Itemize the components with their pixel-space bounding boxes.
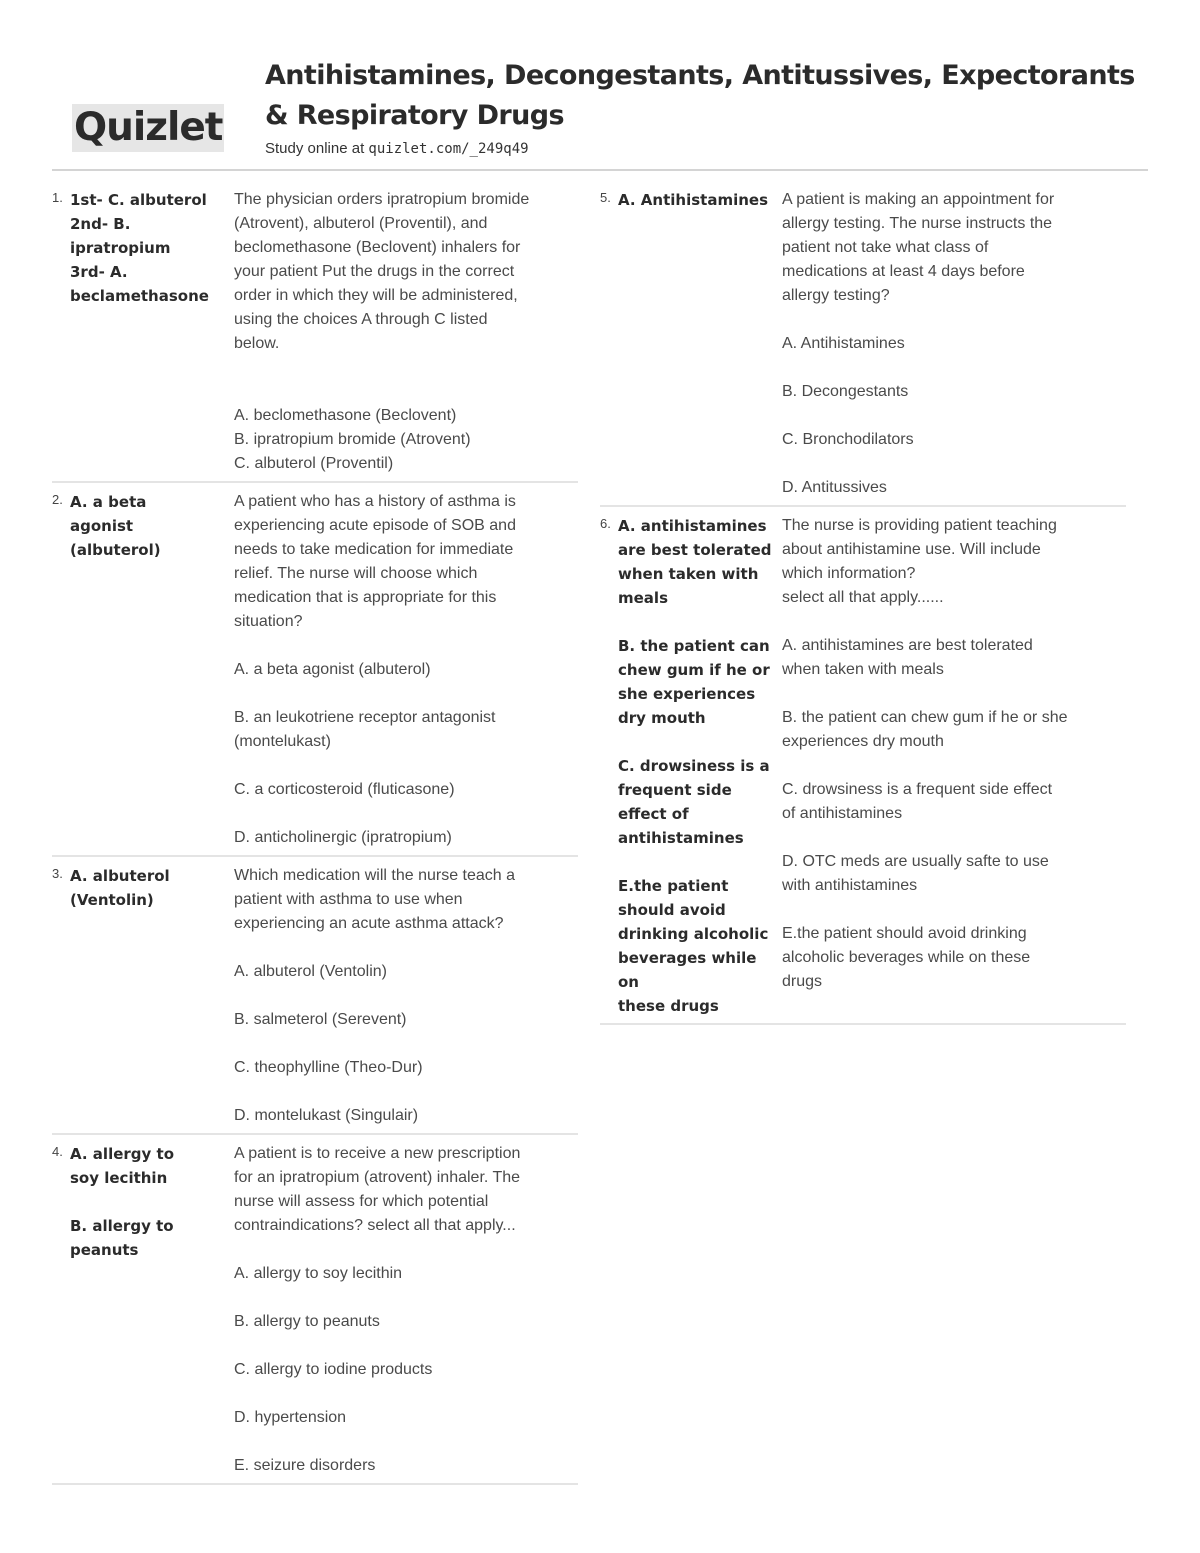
study-url-link[interactable]: quizlet.com/_249q49: [368, 141, 529, 157]
text-line: chew gum if he or: [618, 661, 770, 679]
text-line: B. salmeterol (Serevent): [234, 1011, 407, 1028]
text-line: (montelukast): [234, 733, 331, 750]
blank-line: [234, 1382, 578, 1406]
card-number: 2.: [52, 492, 63, 507]
text-line: (Atrovent), albuterol (Proventil), and: [234, 215, 488, 232]
text-line: experiences dry mouth: [782, 733, 944, 750]
blank-line: [782, 356, 1126, 380]
card-number: 4.: [52, 1144, 63, 1159]
text-line: D. hypertension: [234, 1409, 347, 1426]
text-line: order in which they will be administered,: [234, 287, 518, 304]
card-term: [70, 1142, 234, 1478]
text-line: medications at least 4 days before: [782, 263, 1025, 280]
flashcard-2: [52, 490, 578, 857]
text-line: A. a beta agonist (albuterol): [234, 661, 431, 678]
text-line: allergy testing. The nurse instructs the: [782, 215, 1053, 232]
card-number: 1.: [52, 190, 63, 205]
text-line: dry mouth: [618, 709, 706, 727]
text-line: E.the patient: [618, 877, 729, 895]
text-line: A patient who has a history of asthma is: [234, 493, 516, 510]
text-line: A. allergy to: [70, 1145, 174, 1163]
card-term: [618, 188, 782, 500]
text-line: B. Decongestants: [782, 383, 909, 400]
text-line: beclamethasone: [70, 287, 209, 305]
text-line: B. an leukotriene receptor antagonist: [234, 709, 496, 726]
text-line: experiencing an acute asthma attack?: [234, 915, 504, 932]
text-line: A. a beta: [70, 493, 147, 511]
text-line: should avoid: [618, 901, 726, 919]
text-line: meals: [618, 589, 668, 607]
text-line: your patient Put the drugs in the correct: [234, 263, 515, 280]
study-online-line: [265, 140, 529, 157]
text-line: 2nd- B.: [70, 215, 131, 233]
text-line: 1st- C. albuterol: [70, 191, 207, 209]
text-line: effect of: [618, 805, 689, 823]
text-line: for an ipratropium (atrovent) inhaler. The: [234, 1169, 521, 1186]
text-line: nurse will assess for which potential: [234, 1193, 489, 1210]
text-line: patient with asthma to use when: [234, 891, 463, 908]
text-line: agonist: [70, 517, 134, 535]
flashcard-6: [600, 514, 1126, 1025]
text-line: C. drowsiness is a frequent side effect: [782, 781, 1053, 798]
blank-line: [234, 1238, 578, 1262]
blank-line: [234, 1080, 578, 1104]
blank-line: [70, 1190, 228, 1214]
card-definition: [782, 188, 1126, 500]
blank-line: [782, 826, 1126, 850]
text-line: which information?: [782, 565, 916, 582]
blank-line: [782, 404, 1126, 428]
card-definition: [234, 864, 578, 1128]
text-line: soy lecithin: [70, 1169, 168, 1187]
text-line: with antihistamines: [782, 877, 918, 894]
blank-line: [782, 754, 1126, 778]
card-term: [618, 514, 782, 1018]
blank-line: [782, 452, 1126, 476]
text-line: C. a corticosteroid (fluticasone): [234, 781, 455, 798]
text-line: A. albuterol (Ventolin): [234, 963, 387, 980]
text-line: D. anticholinergic (ipratropium): [234, 829, 452, 846]
card-definition: [234, 1142, 578, 1478]
text-line: A. allergy to soy lecithin: [234, 1265, 403, 1282]
card-definition: [234, 490, 578, 850]
text-line: A. antihistamines are best tolerated: [782, 637, 1033, 654]
card-number: 6.: [600, 516, 611, 531]
text-line: (Ventolin): [70, 891, 154, 909]
blank-line: [618, 850, 776, 874]
quizlet-logo: Quizlet: [74, 105, 223, 150]
text-line: E.the patient should avoid drinking: [782, 925, 1027, 942]
text-line: of antihistamines: [782, 805, 903, 822]
text-line: are best tolerated: [618, 541, 772, 559]
text-line: experiencing acute episode of SOB and: [234, 517, 516, 534]
card-definition: [234, 188, 578, 476]
text-line: ipratropium: [70, 239, 171, 257]
blank-line: [618, 610, 776, 634]
text-line: The nurse is providing patient teaching: [782, 517, 1057, 534]
blank-line: [782, 898, 1126, 922]
text-line: B. the patient can: [618, 637, 770, 655]
flashcard-4: [52, 1142, 578, 1485]
text-line: C. Bronchodilators: [782, 431, 914, 448]
text-line: patient not take what class of: [782, 239, 989, 256]
text-line: beclomethasone (Beclovent) inhalers for: [234, 239, 521, 256]
blank-line: [234, 802, 578, 826]
text-line: A. Antihistamines: [782, 335, 905, 352]
text-line: beverages while on: [618, 949, 762, 991]
text-line: medication that is appropriate for this: [234, 589, 497, 606]
text-line: Which medication will the nurse teach a: [234, 867, 516, 884]
blank-line: [234, 984, 578, 1008]
text-line: frequent side: [618, 781, 732, 799]
right-column: [600, 188, 1126, 1032]
blank-line: [234, 1430, 578, 1454]
text-line: B. allergy to peanuts: [234, 1313, 380, 1330]
card-number: 3.: [52, 866, 63, 881]
text-line: when taken with meals: [782, 661, 944, 678]
blank-line: [234, 380, 578, 404]
blank-line: [782, 308, 1126, 332]
text-line: D. Antitussives: [782, 479, 887, 496]
card-definition: [782, 514, 1126, 1018]
blank-line: [234, 1334, 578, 1358]
text-line: situation?: [234, 613, 303, 630]
left-column: [52, 188, 578, 1492]
blank-line: [618, 730, 776, 754]
text-line: she experiences: [618, 685, 756, 703]
text-line: C. allergy to iodine products: [234, 1361, 433, 1378]
blank-line: [234, 634, 578, 658]
text-line: A. antihistamines: [618, 517, 767, 535]
text-line: A. beclomethasone (Beclovent): [234, 407, 457, 424]
text-line: D. OTC meds are usually safte to use: [782, 853, 1049, 870]
text-line: A. Antihistamines: [618, 191, 768, 209]
page-title: Antihistamines, Decongestants, Antitussives, Expectorants & Respiratory Drugs: [265, 60, 1135, 131]
card-term: [70, 188, 234, 476]
text-line: relief. The nurse will choose which: [234, 565, 478, 582]
text-line: alcoholic beverages while on these: [782, 949, 1031, 966]
text-line: using the choices A through C listed: [234, 311, 488, 328]
blank-line: [782, 682, 1126, 706]
text-line: these drugs: [618, 997, 719, 1015]
text-line: peanuts: [70, 1241, 139, 1259]
blank-line: [234, 682, 578, 706]
blank-line: [234, 356, 578, 380]
blank-line: [234, 1032, 578, 1056]
text-line: A. albuterol: [70, 867, 170, 885]
text-line: 3rd- A.: [70, 263, 128, 281]
blank-line: [234, 1286, 578, 1310]
text-line: below.: [234, 335, 280, 352]
text-line: antihistamines: [618, 829, 744, 847]
text-line: (albuterol): [70, 541, 161, 559]
text-line: about antihistamine use. Will include: [782, 541, 1041, 558]
text-line: when taken with: [618, 565, 759, 583]
text-line: needs to take medication for immediate: [234, 541, 514, 558]
header-divider: [52, 169, 1148, 171]
study-prefix: Study online at: [265, 140, 369, 157]
text-line: D. montelukast (Singulair): [234, 1107, 419, 1124]
card-number: 5.: [600, 190, 611, 205]
text-line: drugs: [782, 973, 823, 990]
text-line: A patient is making an appointment for: [782, 191, 1055, 208]
flashcard-3: [52, 864, 578, 1135]
text-line: drinking alcoholic: [618, 925, 769, 943]
text-line: contraindications? select all that apply...: [234, 1217, 516, 1234]
card-term: [70, 490, 234, 850]
text-line: The physician orders ipratropium bromide: [234, 191, 530, 208]
text-line: C. albuterol (Proventil): [234, 455, 394, 472]
text-line: B. allergy to: [70, 1217, 174, 1235]
text-line: allergy testing?: [782, 287, 890, 304]
text-line: A patient is to receive a new prescription: [234, 1145, 521, 1162]
text-line: E. seizure disorders: [234, 1457, 376, 1474]
blank-line: [234, 754, 578, 778]
blank-line: [234, 936, 578, 960]
flashcard-1: [52, 188, 578, 483]
text-line: select all that apply......: [782, 589, 944, 606]
flashcard-5: [600, 188, 1126, 507]
text-line: B. ipratropium bromide (Atrovent): [234, 431, 471, 448]
text-line: C. drowsiness is a: [618, 757, 770, 775]
card-term: [70, 864, 234, 1128]
blank-line: [782, 610, 1126, 634]
text-line: C. theophylline (Theo-Dur): [234, 1059, 423, 1076]
text-line: B. the patient can chew gum if he or she: [782, 709, 1068, 726]
page-header: [0, 0, 1200, 170]
